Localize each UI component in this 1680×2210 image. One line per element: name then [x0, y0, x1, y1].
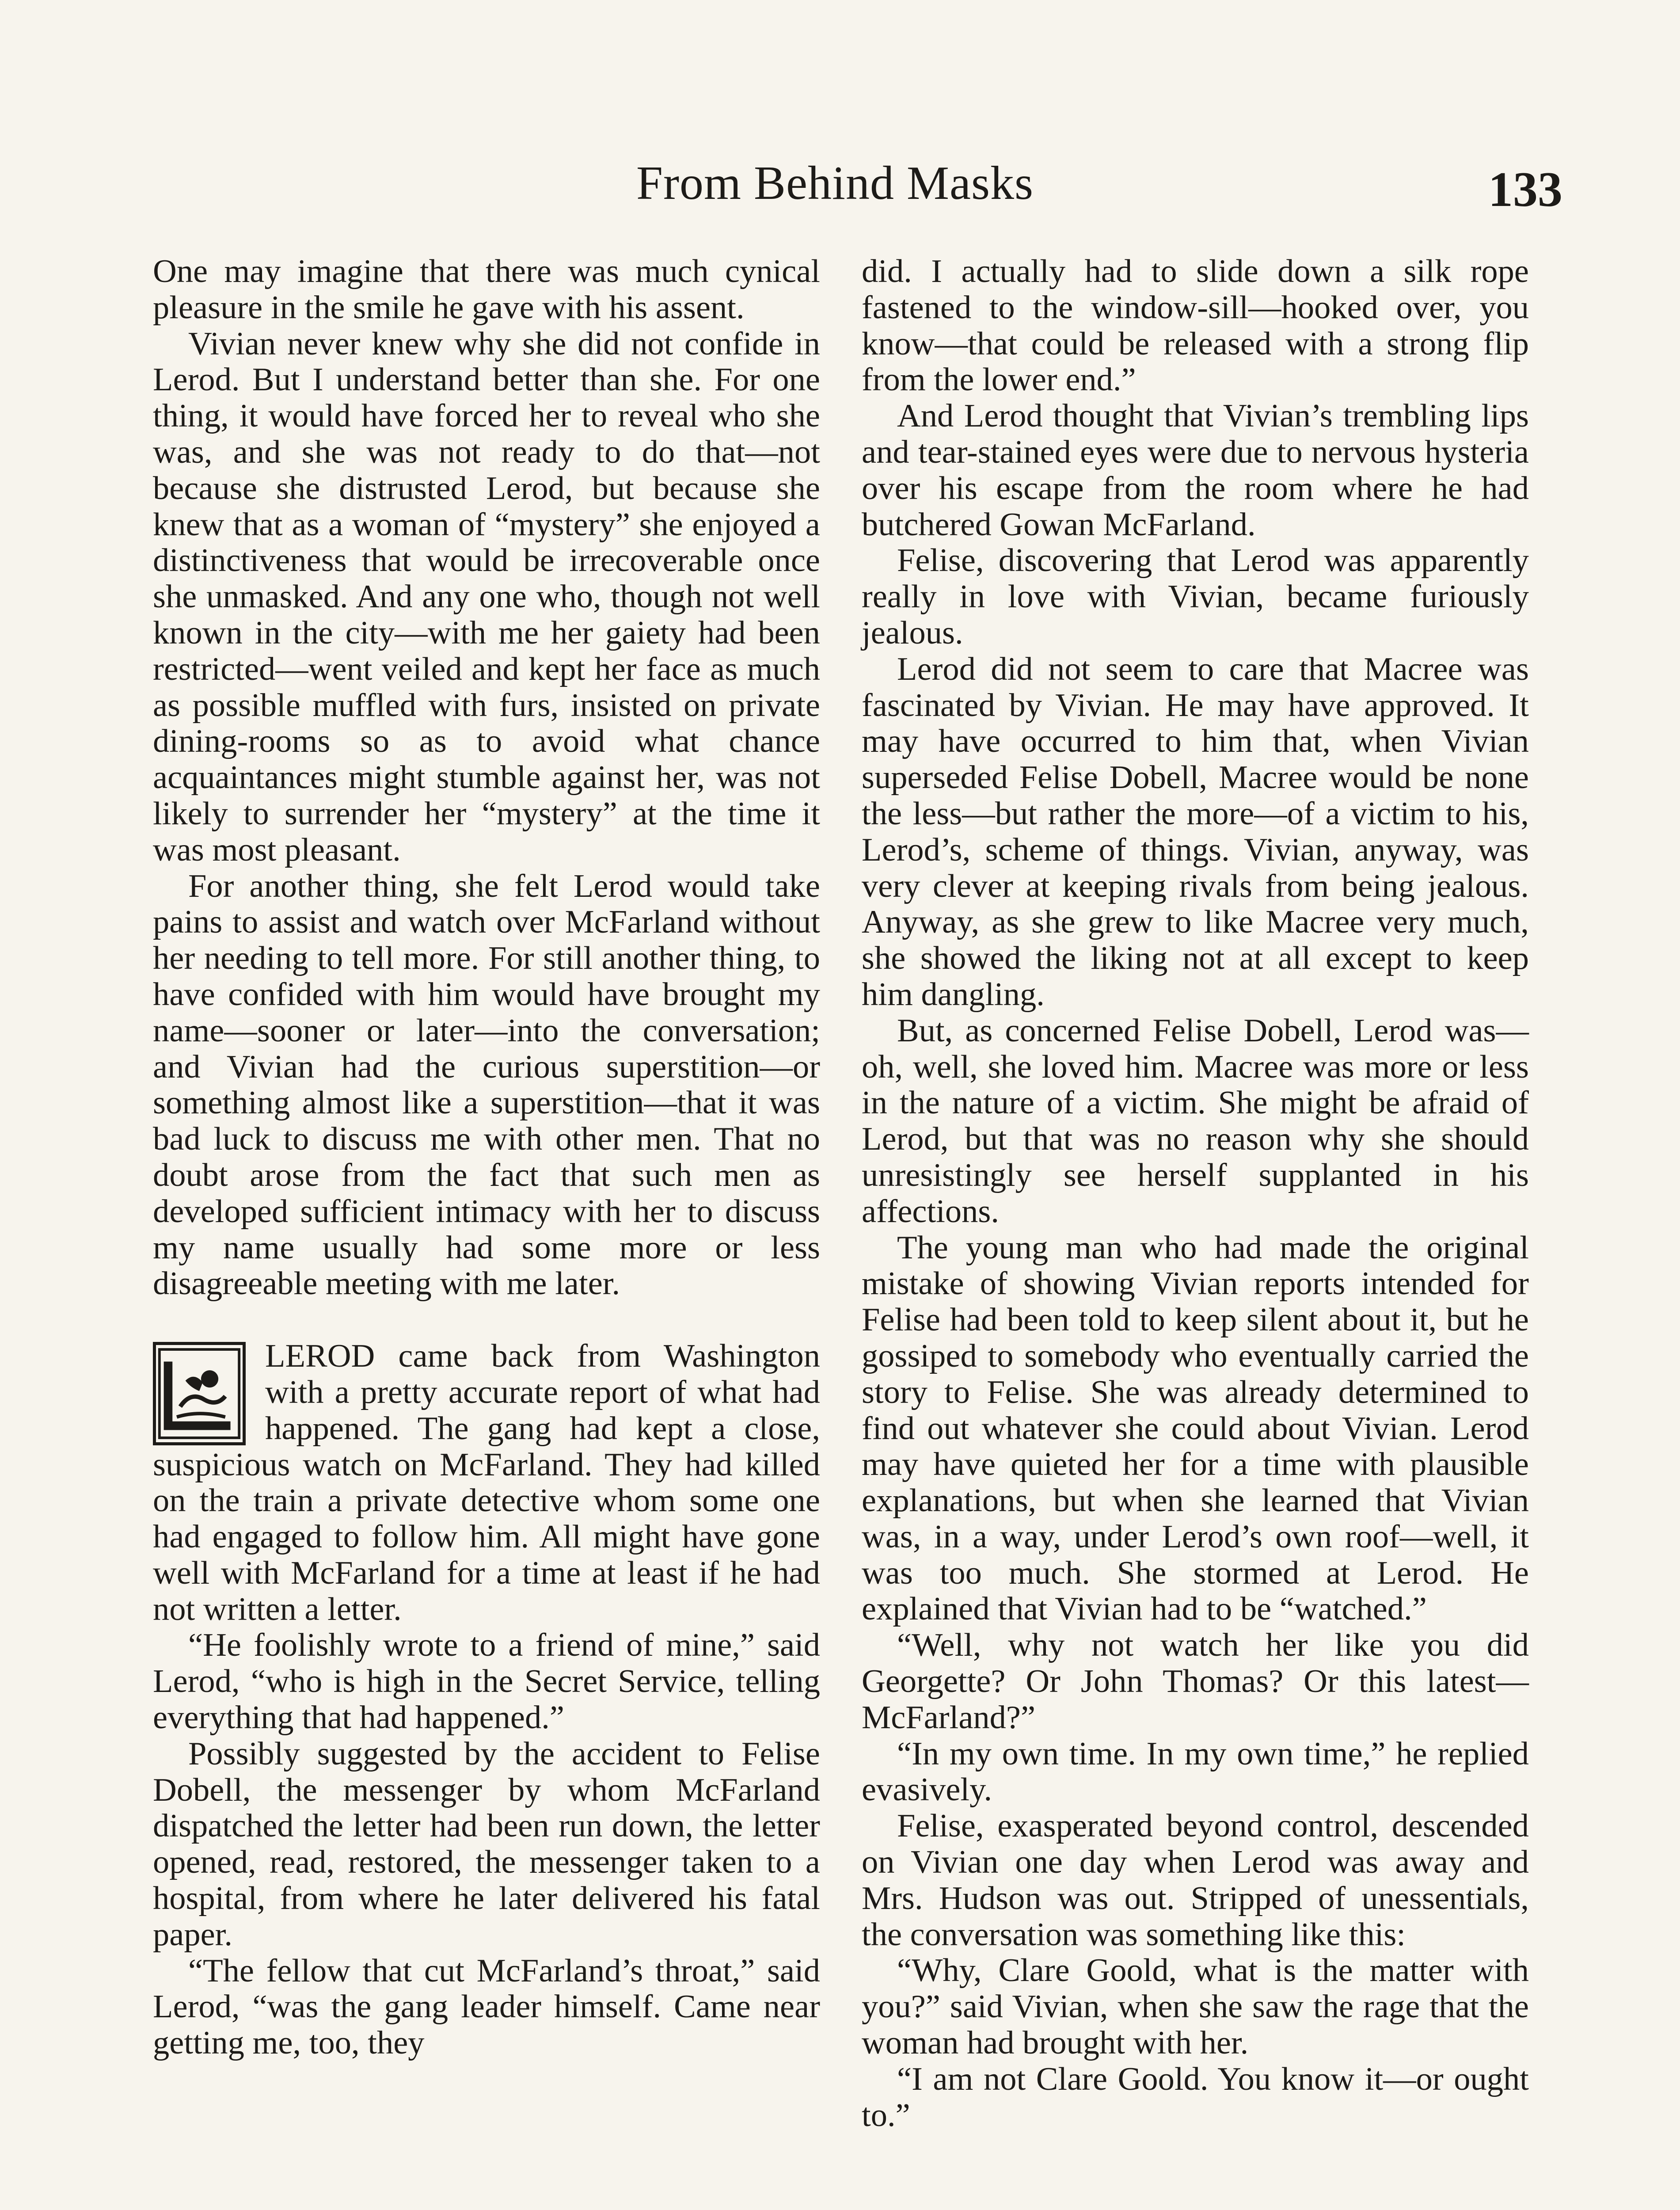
paragraph: “I am not Clare Goold. You know it—or ought to.”: [862, 2061, 1529, 2134]
paragraph: “He foolishly wrote to a friend of mine,” said Lerod, “who is high in the Secret Service, telling everything that had happened.”: [153, 1627, 820, 1736]
paragraph: One may imagine that there was much cynical pleasure in the smile he gave with his assent.: [153, 253, 820, 326]
paragraph: The young man who had made the original mistake of showing Vivian reports intended for Felise had been told to keep silent about it, but he gossiped to somebody who eventually carried the story to Felise. She was already determined to find out whatever she could about Vivian. Lerod may have quieted her for a time with plausible explanations, but when she learned that Vivian was, in a way, under Lerod’s own roof—well, it was too much. She stormed at Lerod. He explained that Vivian had to be “watched.”: [862, 1229, 1529, 1627]
paragraph: “In my own time. In my own time,” he replied evasively.: [862, 1735, 1529, 1808]
paragraph: “Well, why not watch her like you did Georgette? Or John Thomas? Or this latest—McFarland?”: [862, 1627, 1529, 1736]
decorative-initial-illustration: [153, 1342, 246, 1445]
paragraph: And Lerod thought that Vivian’s trembling lips and tear-stained eyes were due to nervous hysteria over his escape from the room where he had butchered Gowan McFarland.: [862, 398, 1529, 543]
paragraph: For another thing, she felt Lerod would take pains to assist and watch over McFarland without her needing to tell more. For still another thing, to have confided with him would have brought my name—sooner or later—into the conversation; and Vivian had the curious superstition—or something almost like a superstition—that it was bad luck to discuss me with other men. That no doubt arose from the fact that such men as developed sufficient intimacy with her to discuss my name usually had some more or less disagreeable meeting with me later.: [153, 868, 820, 1302]
paragraph-text: LEROD came back from Washington with a pretty accurate report of what had happened. The gang had kept a close, suspicious watch on McFarland. They had killed on the train a private detective whom some one had engaged to follow him. All might have gone well with McFarland for a time at least if he had not written a letter.: [153, 1338, 820, 1627]
paragraph: But, as concerned Felise Dobell, Lerod was—oh, well, she loved him. Macree was more or less in the nature of a victim. She might be afraid of Lerod, but that was no reason why she should unresistingly see herself supplanted in his affections.: [862, 1012, 1529, 1230]
page-number: 133: [1488, 162, 1562, 217]
paragraph: Felise, discovering that Lerod was apparently really in love with Vivian, became furiously jealous.: [862, 542, 1529, 651]
paragraph: Felise, exasperated beyond control, descended on Vivian one day when Lerod was away and Mrs. Hudson was out. Stripped of unessentials, the conversation was something like this:: [862, 1808, 1529, 1953]
left-column: [153, 254, 820, 2061]
section-opening-paragraph: [153, 1338, 820, 1627]
paragraph: Possibly suggested by the accident to Felise Dobell, the messenger by whom McFarland dispatched the letter had been run down, the letter opened, read, restored, the messenger taken to a hospital, from where he later delivered his fatal paper.: [153, 1735, 820, 1953]
page-header: [0, 150, 1680, 217]
paragraph: Vivian never knew why she did not confide in Lerod. But I understand better than she. For one thing, it would have forced her to reveal who she was, and she was not ready to do that—not because she distrusted Lerod, but because she knew that as a woman of “mystery” she enjoyed a distinctiveness that would be irrecoverable once she unmasked. And any one who, though not well known in the city—with me her gaiety had been restricted—went veiled and kept her face as much as possible muffled with furs, insisted on private dining-rooms so as to avoid what chance acquaintances might stumble against her, was not likely to surrender her “mystery” at the time it was most pleasant.: [153, 325, 820, 868]
paragraph: “The fellow that cut McFarland’s throat,” said Lerod, “was the gang leader himself. Came near getting me, too, they: [153, 1952, 820, 2061]
running-title: From Behind Masks: [636, 157, 1034, 210]
ornament-icon: [156, 1345, 243, 1442]
paragraph: “Why, Clare Goold, what is the matter with you?” said Vivian, when she saw the rage that the woman had brought with her.: [862, 1952, 1529, 2061]
right-column: [862, 254, 1529, 2134]
paragraph: Lerod did not seem to care that Macree was fascinated by Vivian. He may have approved. It may have occurred to him that, when Vivian superseded Felise Dobell, Macree would be none the less—but rather the more—of a victim to his, Lerod’s, scheme of things. Vivian, anyway, was very clever at keeping rivals from being jealous. Anyway, as she grew to like Macree very much, she showed the liking not at all except to keep him dangling.: [862, 651, 1529, 1013]
paragraph: did. I actually had to slide down a silk rope fastened to the window-sill—hooked over, you know—that could be released with a strong flip from the lower end.”: [862, 253, 1529, 398]
